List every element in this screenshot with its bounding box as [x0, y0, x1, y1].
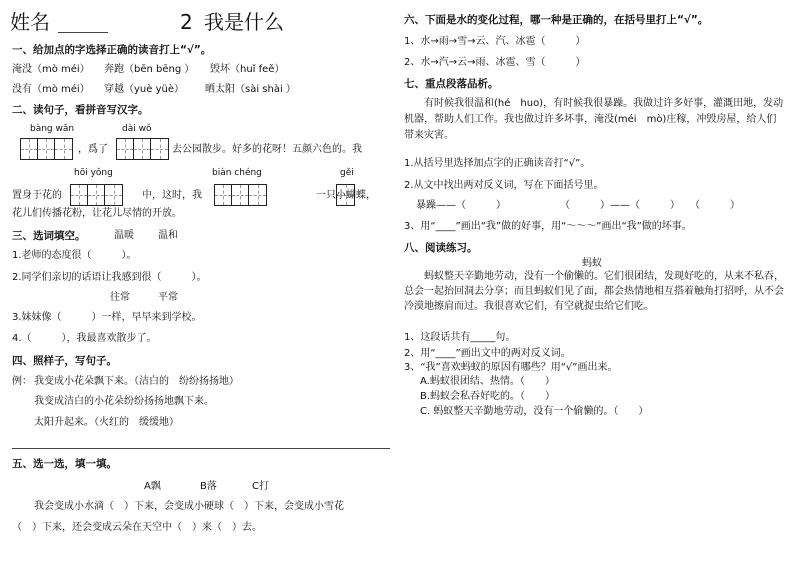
- pinyin-daiwo: dài wǒ: [122, 124, 152, 134]
- q2-line1-b: 去公园散步。好多的花呀！五颜六色的。我: [172, 144, 362, 155]
- option-c: C打: [252, 481, 269, 492]
- q7-pair2[interactable]: （ ）——（ ）: [560, 200, 680, 211]
- q8-heading: 八、阅读练习。: [404, 242, 478, 254]
- q1-word: 穿越: [104, 84, 124, 95]
- q1-word: 毁坏: [210, 64, 230, 75]
- q3-heading: 三、选词填空。: [12, 230, 86, 242]
- q1-word: 没有: [12, 84, 32, 95]
- q8-item3: 3、“我”喜欢蚂蚁的原因有哪些？用“√”画出来。: [404, 362, 618, 373]
- q7-item1: 1.从括号里选择加点字的正确读音打“√”。: [404, 158, 591, 169]
- q1-heading: 一、给加点的字选择正确的读音打上“√”。: [12, 44, 212, 56]
- q1-options[interactable]: （sài shài ）: [235, 84, 296, 95]
- name-blank[interactable]: [58, 32, 108, 33]
- q8-option-b[interactable]: B.蚂蚁会私吞好吃的。（ ）: [420, 391, 556, 402]
- pinyin-bianchen: biàn chéng: [212, 168, 262, 178]
- q1-row2-item2: [104, 84, 184, 96]
- q1-options[interactable]: （mò méi）: [32, 64, 90, 75]
- q5-line1[interactable]: 我会变成小水滴（ ）下来，会变成小硬球（ ）下来，会变成小雪花: [34, 501, 344, 512]
- q8-option-c[interactable]: C. 蚂蚁整天辛勤地劳动，没有一个偷懒的。（ ）: [420, 406, 649, 417]
- option-b: B落: [200, 481, 217, 492]
- q7-passage: 有时候我很温和(hé huo)，有时候我很暴躁。我做过许多好事，灌溉田地，发动机器，帮助人们工作。我也做过许多坏事，淹没(méi mò)庄稼，冲毁房屋，给人们带来灾害。: [404, 98, 784, 141]
- q1-options[interactable]: （yuè yüè）: [124, 84, 184, 95]
- q3-s3[interactable]: 3.妹妹像（ ）一样，早早来到学校。: [12, 312, 202, 323]
- q1-options[interactable]: （huǐ feě）: [230, 64, 285, 75]
- pinyin-gei: gěi: [340, 168, 354, 178]
- pinyin-hoiyong: hōi yǒng: [74, 168, 113, 178]
- q2-line2-a: 置身于花的: [12, 190, 62, 201]
- name-label: 姓名: [10, 10, 50, 34]
- lesson-title: 我是什么: [204, 10, 284, 34]
- q5-line2[interactable]: （ ）下来，还会变成云朵在天空中（ ）来（ ）去。: [12, 522, 262, 533]
- q1-row1-item2: [104, 64, 194, 76]
- q2-line1-a: ，爲了: [78, 144, 108, 155]
- q1-row1-item3: [210, 64, 284, 76]
- choice-wangchang: 往常: [110, 292, 130, 303]
- q7-item2: 2.从文中找出两对反义词，写在下面括号里。: [404, 180, 604, 191]
- writing-grid-2[interactable]: [116, 138, 169, 160]
- writing-grid-1[interactable]: [20, 138, 73, 160]
- q5-heading: 五、选一选，填一填。: [12, 458, 117, 470]
- choice-pingchang: 平常: [158, 292, 178, 303]
- q8-item1[interactable]: 1、这段话共有_____句。: [404, 332, 516, 343]
- q4-example-label: 例：: [12, 376, 32, 387]
- q1-row2-item1: [12, 84, 90, 96]
- q1-row1-item1: [12, 64, 90, 76]
- q2-line2-c: 一只小蝴蝶，: [316, 190, 376, 201]
- q4-example: 我变成小花朵飘下来。（洁白的 纷纷扬扬地）: [34, 376, 239, 387]
- option-a: A飘: [144, 481, 161, 492]
- q6-option2[interactable]: 2、水→汽→云→雨、冰雹、雪（ ）: [404, 57, 586, 68]
- q2-line2-b: 中，这时，我: [142, 190, 202, 201]
- q7-pair3[interactable]: （ ）: [690, 200, 740, 211]
- writing-grid-4[interactable]: [214, 184, 267, 206]
- q3-s2[interactable]: 2.同学们亲切的话语让我感到很（ ）。: [12, 272, 207, 283]
- q7-heading: 七、重点段落品析。: [404, 78, 499, 90]
- q4-answer: 我变成洁白的小花朵纷纷扬扬地飘下来。: [34, 396, 214, 407]
- q8-item2: 2、用“____”画出文中的两对反义词。: [404, 348, 571, 359]
- q6-heading: 六、下面是水的变化过程，哪一种是正确的，在括号里打上“√”。: [404, 14, 709, 26]
- q1-word: 淹没: [12, 64, 32, 75]
- q1-options[interactable]: （bēn bēng ）: [124, 64, 195, 75]
- q6-option1[interactable]: 1、水→雨→雪→云、汽、冰雹（ ）: [404, 36, 586, 47]
- q3-s4[interactable]: 4.（ ），我最喜欢散步了。: [12, 333, 157, 344]
- choice-wennuan: 温暖: [114, 230, 134, 241]
- lesson-number: 2: [180, 10, 193, 34]
- writing-grid-3[interactable]: [70, 184, 123, 206]
- q7-item3: 3、用“____”画出“我”做的好事，用“～～～”画出“我”做的坏事。: [404, 221, 692, 232]
- pinyin-bangwan: bàng wǎn: [30, 124, 75, 134]
- q2-heading: 二、读句子，看拼音写汉字。: [12, 104, 149, 116]
- q4-answer-line[interactable]: [12, 448, 390, 449]
- choice-wenhe: 温和: [158, 230, 178, 241]
- q8-passage: 蚂蚁整天辛勤地劳动，没有一个偷懒的。它们很团结，发现好吃的，从来不私吞，总会一起抬回洞去分享；而且蚂蚁们见了面，都会热情地相互搭着触角打招呼，从不会冷漠地擦肩而过。我很喜欢它们，有空就捉虫给它们吃。: [404, 271, 784, 312]
- q3-s1[interactable]: 1.老师的态度很（ ）。: [12, 250, 137, 261]
- q1-word: 晒太阳: [205, 84, 235, 95]
- q4-heading: 四、照样子，写句子。: [12, 355, 117, 367]
- q8-passage-title: 蚂蚁: [582, 258, 602, 269]
- q1-row2-item3: [205, 84, 296, 96]
- q7-pair1[interactable]: 暴躁——（ ）: [416, 200, 506, 211]
- q4-prompt: 太阳升起来。（火红的 缓缓地）: [34, 417, 179, 428]
- q8-option-a[interactable]: A.蚂蚁很团结、热情。（ ）: [420, 376, 555, 387]
- q1-options[interactable]: （mò méi）: [32, 84, 90, 95]
- q2-line3: 花儿们传播花粉，让花儿尽情的开放。: [12, 208, 182, 219]
- q1-word: 奔跑: [104, 64, 124, 75]
